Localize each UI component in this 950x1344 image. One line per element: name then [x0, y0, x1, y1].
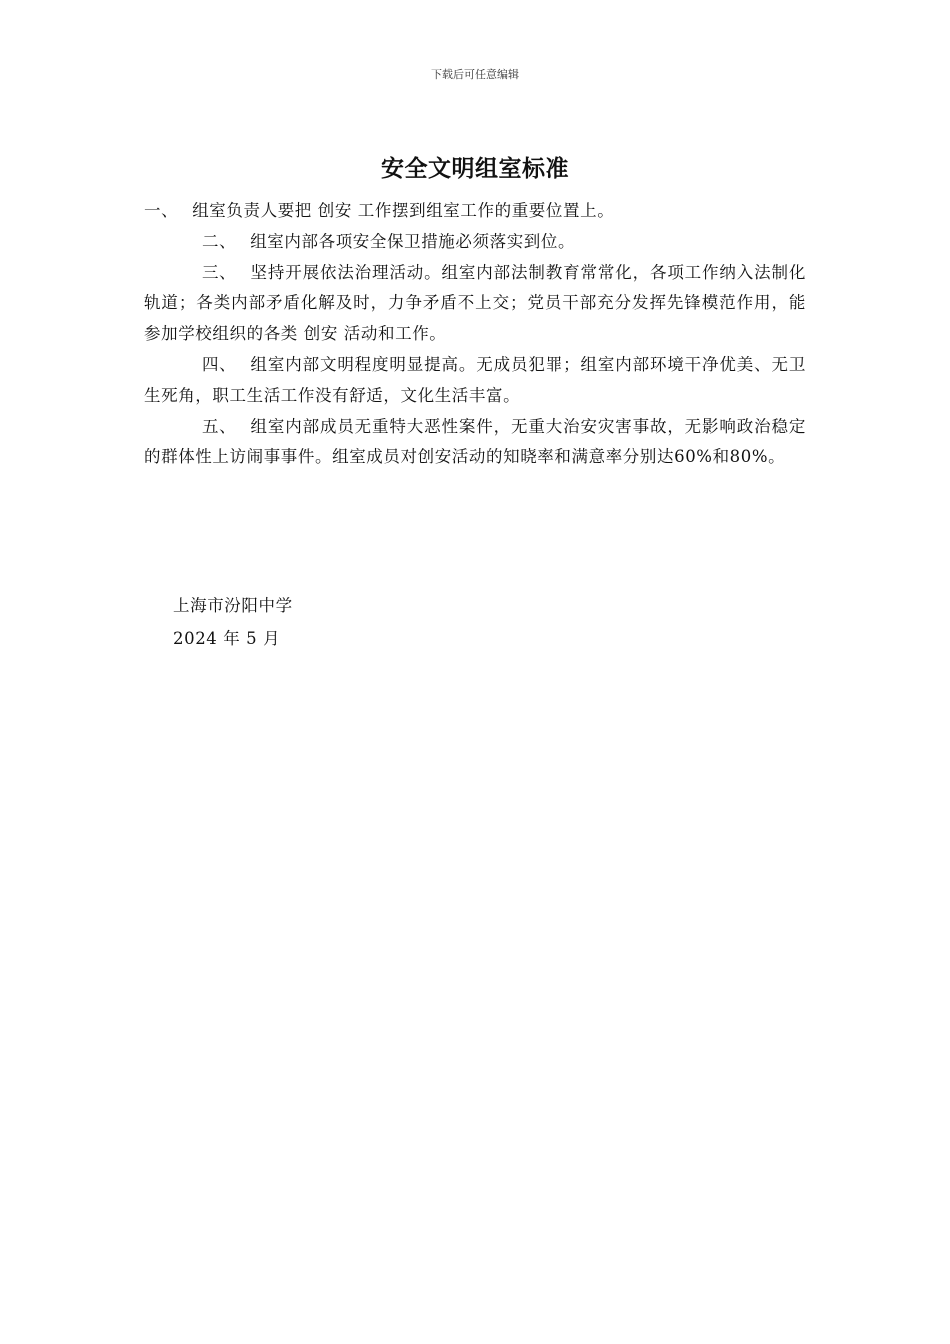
paragraph-2 — [144, 227, 806, 258]
paragraph-3 — [144, 258, 806, 350]
paragraph-text: 坚持开展依法治理活动。组室内部法制教育常常化，各项工作纳入法制化轨道；各类内部矛盾化解及时，力争矛盾不上交；党员干部充分发挥先锋模范作用，能参加学校组织的各类 创安 活动和工作。 — [144, 262, 806, 344]
signature-school: 上海市汾阳中学 — [173, 596, 293, 615]
signature-date: 2024 年 5 月 — [173, 629, 281, 648]
paragraph-number: 一、 — [144, 201, 179, 220]
paragraph-number: 四、 — [202, 354, 237, 374]
paragraph-text: 组室内部各项安全保卫措施必须落实到位。 — [250, 231, 576, 251]
document-title: 安全文明组室标准 — [381, 156, 569, 182]
document-body — [144, 196, 806, 473]
paragraph-text: 组室内部成员无重特大恶性案件，无重大治安灾害事故，无影响政治稳定的群体性上访闹事事件。组室成员对创安活动的知晓率和满意率分别达60%和80%。 — [144, 416, 806, 467]
paragraph-number: 三、 — [202, 262, 237, 282]
paragraph-5 — [144, 412, 806, 474]
paragraph-number: 二、 — [202, 231, 237, 251]
paragraph-text: 组室内部文明程度明显提高。无成员犯罪；组室内部环境干净优美、无卫生死角，职工生活工作没有舒适，文化生活丰富。 — [144, 354, 806, 405]
paragraph-text: 组室负责人要把 创安 工作摆到组室工作的重要位置上。 — [192, 201, 615, 220]
paragraph-number: 五、 — [202, 416, 237, 436]
header-note: 下载后可任意编辑 — [431, 68, 519, 81]
paragraph-4 — [144, 350, 806, 412]
paragraph-1 — [144, 196, 806, 227]
